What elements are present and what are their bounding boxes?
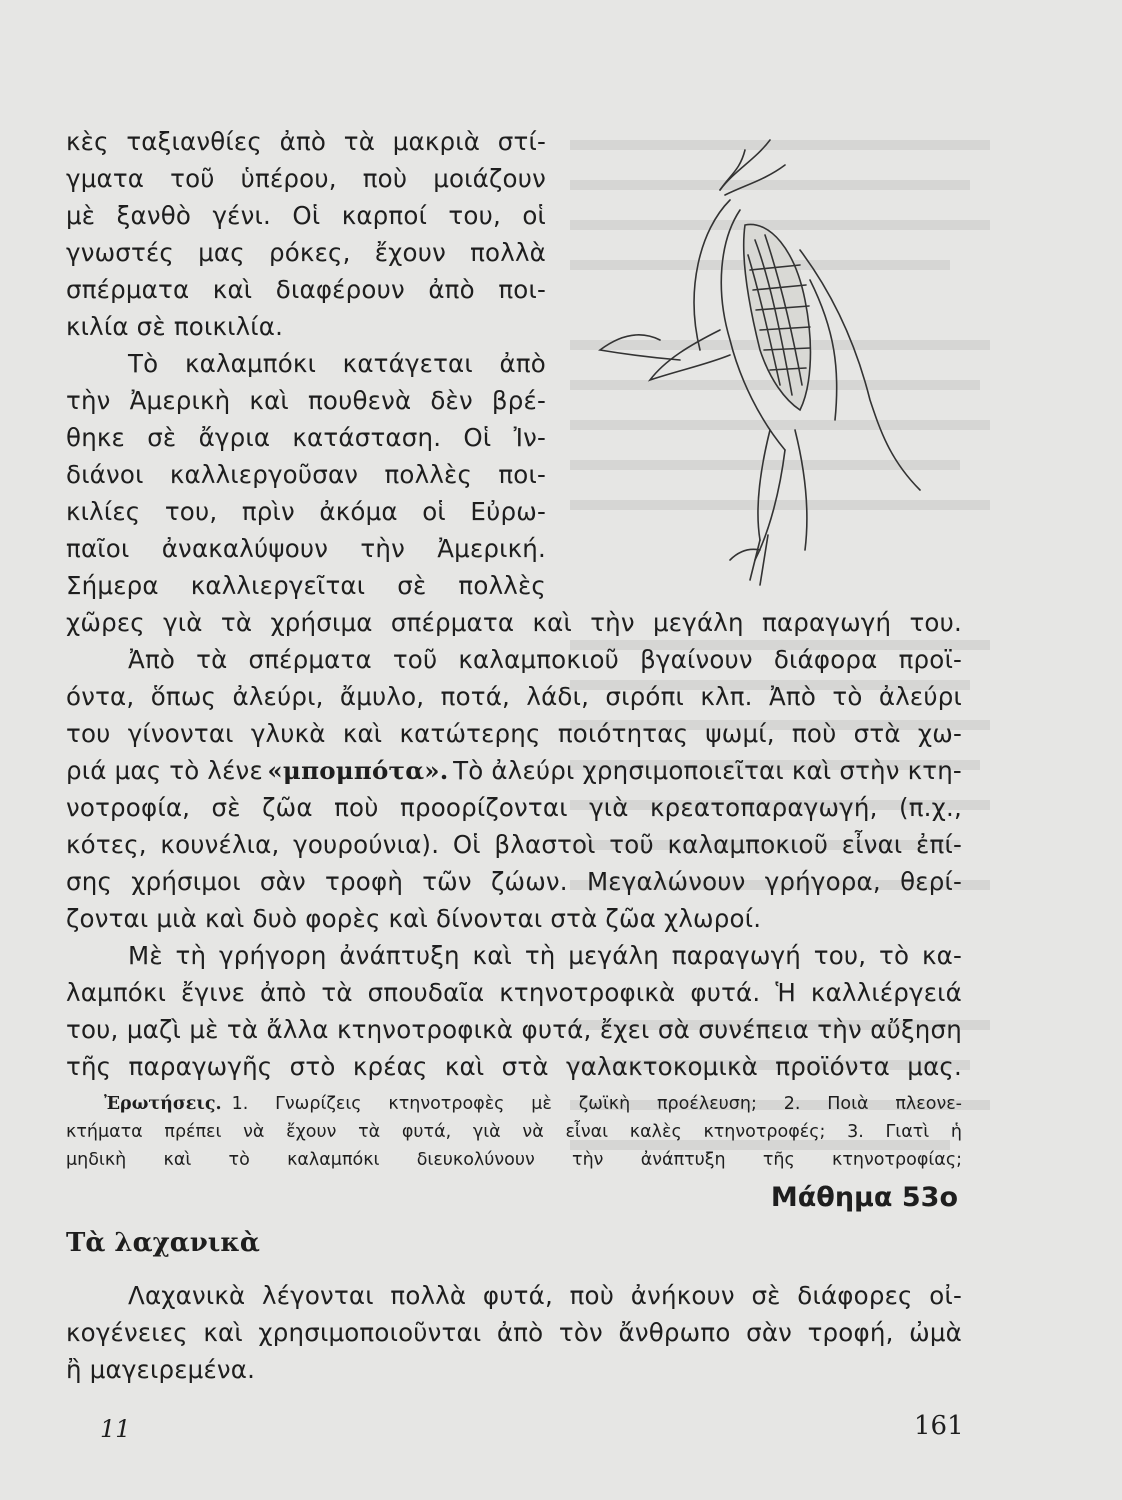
questions-label: Ἐρωτήσεις. [104, 1094, 222, 1114]
section-title: Τὰ λαχανικὰ [66, 1228, 260, 1258]
questions-line: μηδικὴ καὶ τὸ καλαμπόκι διευκολύνουν τὴν ἀνάπτυξη τῆς κτηνοτροφίας; [66, 1150, 962, 1170]
body-line: μὲ ξανθὸ γένι. Οἱ καρποί του, οἱ [66, 201, 546, 230]
body-line: λαμπόκι ἔγινε ἀπὸ τὰ σπουδαῖα κτηνοτροφικὰ φυτά. Ἡ καλλιέργειά [66, 978, 962, 1007]
body-line: κιλία σὲ ποικιλία. [66, 312, 284, 341]
body-line: ζονται μιὰ καὶ δυὸ φορὲς καὶ δίνονται στὰ ζῶα χλωροί. [66, 904, 762, 933]
body-line: κιλίες του, πρὶν ἀκόμα οἱ Εὐρω- [66, 497, 546, 526]
body-line: χῶρες γιὰ τὰ χρήσιμα σπέρματα καὶ τὴν μεγάλη παραγωγή του. [66, 608, 962, 637]
body-line: του, μαζὶ μὲ τὰ ἄλλα κτηνοτροφικὰ φυτά, ἔχει σὰ συνέπεια τὴν αὔξηση [66, 1015, 962, 1044]
page-number: 161 [914, 1411, 964, 1441]
body-line: τὴν Ἀμερικὴ καὶ πουθενὰ δὲν βρέ- [66, 386, 546, 415]
body-line: παῖοι ἀνακαλύψουν τὴν Ἀμερική. [66, 534, 546, 563]
body-line: Σήμερα καλλιεργεῖται σὲ πολλὲς [66, 571, 546, 600]
body-line: κογένειες καὶ χρησιμοποιοῦνται ἀπὸ τὸν ἄνθρωπο σὰν τροφή, ὠμὰ [66, 1318, 962, 1347]
paragraph-start-line: Λαχανικὰ λέγονται πολλὰ φυτά, ποὺ ἀνήκουν σὲ διάφορες οἰ- [128, 1281, 962, 1310]
corn-cob-illustration [570, 130, 940, 590]
paragraph-start-line: Ἀπὸ τὰ σπέρματα τοῦ καλαμποκιοῦ βγαίνουν διάφορα προϊ- [128, 645, 962, 674]
lesson-title: Μάθημα 53ο [770, 1182, 958, 1213]
body-line-mixed [66, 753, 962, 789]
body-line: διάνοι καλλιεργοῦσαν πολλὲς ποι- [66, 460, 546, 489]
signature-mark: 11 [100, 1415, 131, 1443]
body-line: θηκε σὲ ἄγρια κατάσταση. Οἱ Ἰν- [66, 423, 546, 452]
body-line: κὲς ταξιανθίες ἀπὸ τὰ μακριὰ στί- [66, 127, 546, 156]
body-line: κότες, κουνέλια, γουρούνια). Οἱ βλαστοὶ τοῦ καλαμποκιοῦ εἶναι ἐπί- [66, 830, 962, 859]
body-line: του γίνονται γλυκὰ καὶ κατώτερης ποιότητας ψωμί, ποὺ στὰ χω- [66, 719, 962, 748]
body-text-segment: ριά μας τὸ λένε [66, 756, 263, 785]
body-text-segment: Τὸ ἀλεύρι χρησιμοποιεῖται καὶ στὴν κτη- [453, 756, 962, 785]
body-line: γνωστές μας ρόκες, ἔχουν πολλὰ [66, 238, 546, 267]
paragraph-start-line: Τὸ καλαμπόκι κατάγεται ἀπὸ [128, 349, 546, 378]
body-line: τῆς παραγωγῆς στὸ κρέας καὶ στὰ γαλακτοκομικὰ προϊόντα μας. [66, 1052, 962, 1081]
questions-line: κτήματα πρέπει νὰ ἔχουν τὰ φυτά, γιὰ νὰ εἶναι καλὲς κτηνοτροφές; 3. Γιατὶ ἡ [66, 1122, 962, 1142]
questions-text: 1. Γνωρίζεις κτηνοτροφὲς μὲ ζωϊκὴ προέλευση; 2. Ποιὰ πλεονε- [231, 1094, 962, 1114]
body-line: ἢ μαγειρεμένα. [66, 1355, 256, 1384]
body-line: σης χρήσιμοι σὰν τροφὴ τῶν ζώων. Μεγαλώνουν γρήγορα, θερί- [66, 867, 962, 896]
body-line: σπέρματα καὶ διαφέρουν ἀπὸ ποι- [66, 275, 546, 304]
paragraph-start-line: Μὲ τὴ γρήγορη ἀνάπτυξη καὶ τὴ μεγάλη παραγωγή του, τὸ κα- [128, 941, 962, 970]
questions-line [104, 1090, 962, 1118]
body-line: γματα τοῦ ὑπέρου, ποὺ μοιάζουν [66, 164, 546, 193]
emphasized-term: «μπομπότα». [267, 756, 449, 785]
body-line: νοτροφία, σὲ ζῶα ποὺ προορίζονται γιὰ κρεατοπαραγωγή, (π.χ., [66, 793, 962, 822]
body-line: όντα, ὅπως ἀλεύρι, ἄμυλο, ποτά, λάδι, σιρόπι κλπ. Ἀπὸ τὸ ἀλεύρι [66, 682, 962, 711]
